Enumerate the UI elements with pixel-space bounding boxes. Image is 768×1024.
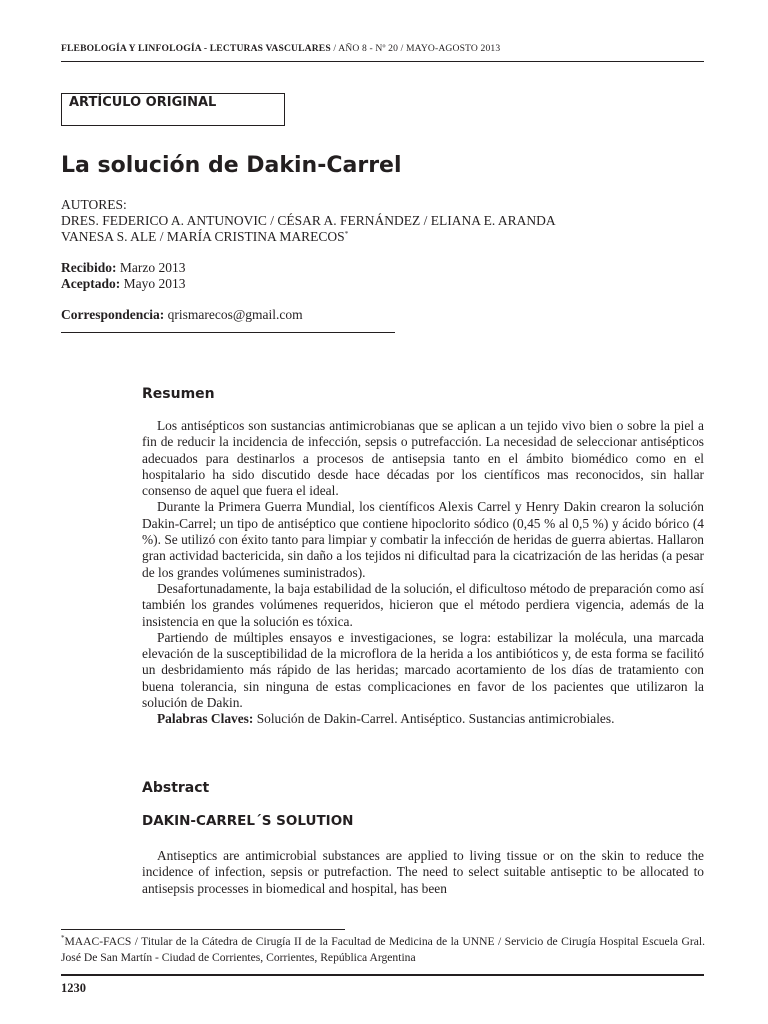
- authors-line-1: DRES. FEDERICO A. ANTUNOVIC / CÉSAR A. FERNÁNDEZ / ELIANA E. ARANDA: [61, 213, 556, 228]
- authors-line-2: [61, 229, 556, 245]
- resumen-paragraph: Partiendo de múltiples ensayos e investigaciones, se logra: estabilizar la molécula, una marcada elevación de la susceptibilidad de la microflora de la herida a los antibióticos y, de esta forma se facilitó un desbridamiento más rápido de las heridas; marcado acortamiento de los días de tratamiento con buena tolerancia, sin ninguna de estas complicaciones en favor de los pacientes que utilizaron la solución de Dakin.: [142, 629, 704, 711]
- section-label: ARTÍCULO ORIGINAL: [69, 95, 217, 110]
- authors-block: [61, 197, 556, 245]
- authors-heading: AUTORES:: [61, 197, 127, 212]
- correspondence-label: Correspondencia:: [61, 307, 165, 322]
- resumen-paragraph: Los antisépticos son sustancias antimicrobianas que se aplican a un tejido vivo bien o sobre la piel a fin de reducir la incidencia de infección, sepsis o putrefacción. La necesidad de seleccionar antisépticos adecuados para destinarlos a procesos de antisepsia tanto en el ámbito biomédico como en el hospitalario ha sido discutido desde hace décadas por los científicos mas reconocidos, sin hallar consenso de aquel que fuera el ideal.: [142, 418, 704, 499]
- correspondence-rule: [61, 332, 395, 333]
- received-value: Marzo 2013: [116, 260, 186, 275]
- accepted-value: Mayo 2013: [120, 276, 186, 291]
- dates-block: [61, 260, 186, 292]
- accepted-date: [61, 276, 186, 292]
- footnote-text: MAAC-FACS / Titular de la Cátedra de Cirugía II de la Facultad de Medicina de la UNNE / Servicio de Cirugía Hospital Escuela Gral. José De San Martín - Ciudad de Corrientes, Corrientes, República Argentina: [61, 935, 705, 964]
- abstract-subtitle: DAKIN-CARREL´S SOLUTION: [142, 813, 354, 829]
- running-header: [61, 43, 704, 54]
- authors-line-2-text: VANESA S. ALE / MARÍA CRISTINA MARECOS: [61, 229, 345, 244]
- footnote-rule: [61, 929, 345, 930]
- received-label: Recibido:: [61, 260, 117, 275]
- received-date: [61, 260, 186, 276]
- keywords-value: Solución de Dakin-Carrel. Antiséptico. Sustancias antimicrobiales.: [253, 711, 615, 727]
- resumen-body: [142, 418, 704, 728]
- header-rule: [61, 61, 704, 62]
- footnote-marker: *: [61, 934, 65, 942]
- abstract-paragraph: Antiseptics are antimicrobial substances are applied to living tissue or on the skin to reduce the incidence of infection, sepsis or putrefaction. The need to select suitable antiseptic to be allocated to antisepsis processes in biomedical and hospital, has been: [142, 848, 704, 896]
- issue-info: / AÑO 8 - Nº 20 / MAYO-AGOSTO 2013: [330, 43, 501, 54]
- page-number: 1230: [61, 981, 86, 995]
- keywords-label: Palabras Claves:: [157, 711, 254, 727]
- correspondence: [61, 307, 303, 323]
- section-label-box: [61, 93, 285, 126]
- accepted-label: Aceptado:: [61, 276, 121, 291]
- article-title: La solución de Dakin-Carrel: [61, 153, 402, 178]
- abstract-heading: Abstract: [142, 780, 210, 796]
- footer-rule: [61, 974, 704, 976]
- footnote: [61, 934, 705, 966]
- resumen-heading: Resumen: [142, 386, 215, 402]
- keywords: [142, 711, 704, 727]
- resumen-paragraph: Durante la Primera Guerra Mundial, los científicos Alexis Carrel y Henry Dakin crearon la solución Dakin-Carrel; un tipo de antiséptico que contiene hipoclorito sódico (0,45 % al 0,5 %) y ácido bórico (4 %). Se utilizó con éxito tanto para limpiar y combatir la infección de heridas de guerra abiertas. Hallaron gran actividad bactericida, sin daño a los tejidos ni dificultad para la cicatrización de las heridas (a pesar de los grandes volúmenes suministrados).: [142, 499, 704, 580]
- correspondence-email[interactable]: qrismarecos@gmail.com: [164, 307, 303, 322]
- abstract-body: [142, 848, 704, 897]
- journal-name: FLEBOLOGÍA Y LINFOLOGÍA - LECTURAS VASCULARES: [61, 43, 331, 54]
- author-footnote-marker: *: [344, 230, 349, 238]
- resumen-paragraph: Desafortunadamente, la baja estabilidad de la solución, el dificultoso método de preparación como así también los grandes volúmenes requeridos, hicieron que el método perdiera vigencia, además de la insistencia en que la solución es tóxica.: [142, 580, 704, 629]
